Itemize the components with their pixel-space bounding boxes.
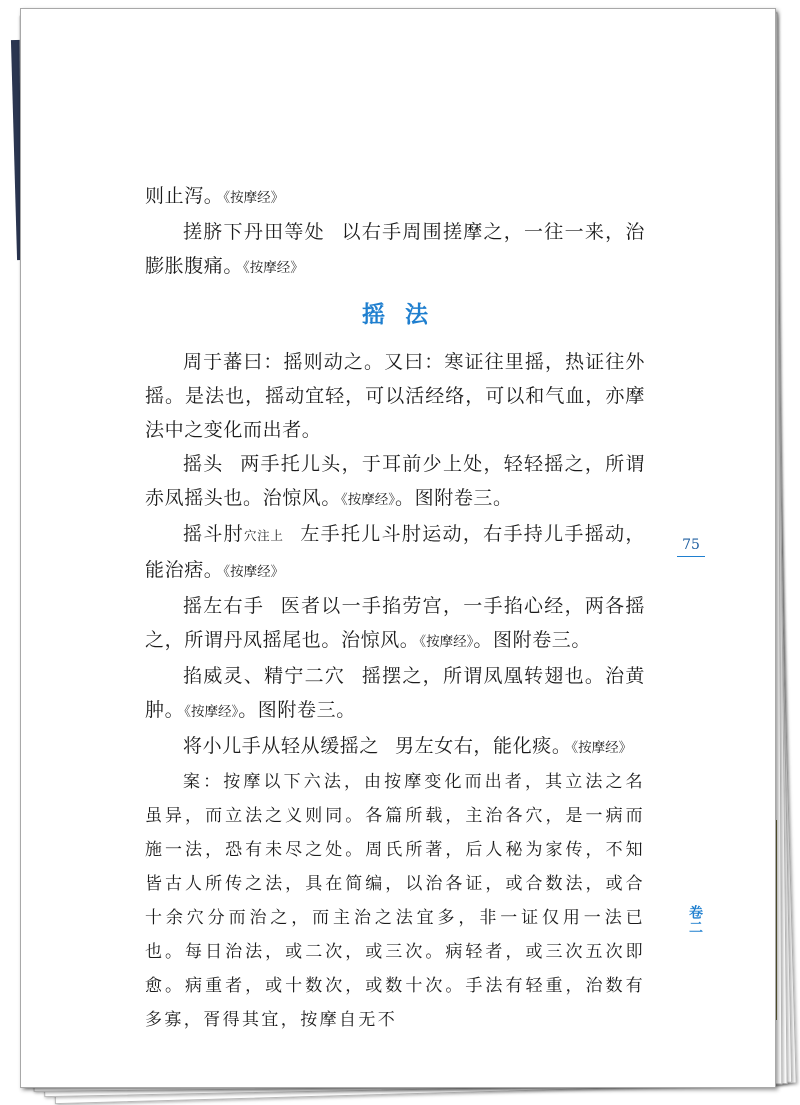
commentary: 案：按摩以下六法，由按摩变化而出者，其立法之名虽异，而立法之义则同。各篇所载，主治各穴，是一病而施一法，恐有未尽之处。周氏所著，后人秘为家传，不知皆古人所传之法，具在简编，以治各证，或合数法，或合十余穴分而治之，而主治之法宜多，非一证仅用一法已也。每日治法，或二次，或三次。病轻者，或三次五次即愈。病重者，或十数次，或数十次。手法有轻重，治数有多寡，胥得其宜，按摩自无不 xyxy=(145,772,645,1030)
page-number: 75 xyxy=(677,537,705,557)
paragraph-entry xyxy=(145,215,645,285)
entry-tail: 。图附卷三。 xyxy=(395,487,513,509)
entry-text: 两手托儿头，于耳前少上处，轻轻摇之，所谓赤凤摇头也。治惊风。 xyxy=(145,453,645,509)
paragraph-entry xyxy=(145,659,645,729)
entry-title: 掐威灵、精宁二穴 xyxy=(183,665,346,687)
entry-title: 将小儿手从轻从缓摇之 xyxy=(183,735,380,757)
entry-title: 摇头 xyxy=(183,453,224,475)
entry-text: 男左女右，能化痰。 xyxy=(395,735,572,757)
source-citation: 《按摩经》 xyxy=(223,564,285,580)
book-page xyxy=(20,8,776,1088)
entry-text: 以右手周围搓摩之，一往一来，治膨胀腹痛。 xyxy=(145,221,645,277)
paragraph-continuation xyxy=(145,179,645,215)
entry-text: 摇摆之，所谓凤凰转翅也。治黄肿。 xyxy=(145,665,645,721)
paragraph-text: 则止泻。 xyxy=(145,185,224,207)
paragraph-entry xyxy=(145,729,645,765)
entry-title: 摇左右手 xyxy=(183,595,265,617)
entry-tail: 。图附卷三。 xyxy=(473,629,592,651)
entry-tail: 。图附卷三。 xyxy=(238,699,356,721)
entry-text: 左手托儿斗肘运动，右手持儿手摇动，能治痞。 xyxy=(145,523,645,581)
paragraph-entry xyxy=(145,589,645,659)
source-citation: 《按摩经》 xyxy=(223,190,285,206)
section-heading: 摇法 xyxy=(362,302,448,328)
entry-title: 搓脐下丹田等处 xyxy=(183,221,325,243)
source-citation: 《按摩经》 xyxy=(184,704,239,720)
source-citation: 《按摩经》 xyxy=(341,492,396,508)
page-body xyxy=(145,179,645,1037)
entry-note: 穴注上 xyxy=(243,528,284,543)
section-intro: 周于蕃曰：摇则动之。又曰：寒证往里摇，热证往外摇。是法也，摇动宜轻，可以活经络，可以和气血，亦摩法中之变化而出者。 xyxy=(145,351,645,441)
entry-text: 医者以一手掐劳宫，一手掐心经，两各摇之，所谓丹凤摇尾也。治惊风。 xyxy=(145,595,645,651)
volume-label: 卷二 xyxy=(687,905,703,935)
paragraph-entry xyxy=(145,517,645,589)
paragraph-entry xyxy=(145,447,645,517)
source-citation: 《按摩经》 xyxy=(243,260,304,276)
source-citation: 《按摩经》 xyxy=(419,634,474,650)
source-citation: 《按摩经》 xyxy=(571,740,633,756)
entry-title: 摇斗肘 xyxy=(183,523,244,545)
